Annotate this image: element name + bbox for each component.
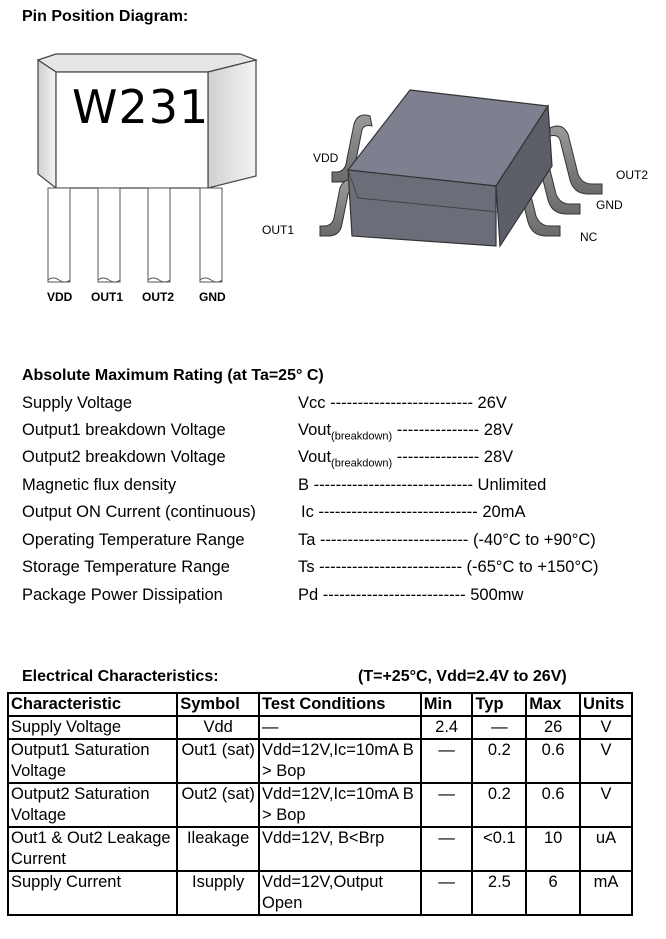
cell-units: V [580,783,632,827]
to92-pin-out2: OUT2 [142,290,175,304]
cell-conditions: — [259,716,421,739]
rating-symbol-subscript: (breakdown) [331,430,393,443]
cell-symbol: Isupply [177,871,259,915]
cell-units: uA [580,827,632,871]
col-header: Characteristic [8,693,177,716]
smd-pin-vdd: VDD [313,151,339,165]
col-header: Symbol [177,693,259,716]
cell-max: 10 [526,827,580,871]
rating-symbol: Ts [298,558,315,576]
table-header-row [8,693,632,716]
col-header: Max [526,693,580,716]
cell-conditions: Vdd=12V, B<Brp [259,827,421,871]
cell-characteristic: Supply Current [8,871,177,915]
cell-units: mA [580,871,632,915]
rating-symbol: B [298,476,310,494]
abs-max-title: Absolute Maximum Rating (at Ta=25° C) [22,367,324,384]
cell-symbol: Out1 (sat) [177,739,259,783]
rating-name: Storage Temperature Range [22,558,230,576]
rating-symbol: Vcc [298,394,326,412]
smd-pin-nc: NC [580,230,598,244]
cell-conditions: Vdd=12V,Ic=10mA B > Bop [259,739,421,783]
cell-typ: 0.2 [472,739,526,783]
rating-symbol: Pd [298,586,319,604]
smd-pin-out1: OUT1 [262,223,295,237]
col-header: Units [580,693,632,716]
smd-pin-gnd: GND [596,198,623,212]
rating-value: 26V [477,394,507,412]
rating-symbol: Ta [298,531,316,549]
cell-typ: 2.5 [472,871,526,915]
electrical-table [7,692,633,916]
cell-characteristic: Output1 Saturation Voltage [8,739,177,783]
package-marking: W231 [72,80,210,134]
rating-name: Output1 breakdown Voltage [22,421,226,439]
col-header: Test Conditions [259,693,421,716]
to92-pin-gnd: GND [199,290,226,304]
cell-max: 0.6 [526,783,580,827]
cell-characteristic: Output2 Saturation Voltage [8,783,177,827]
col-header: Typ [472,693,526,716]
rating-name: Package Power Dissipation [22,586,223,604]
cell-characteristic: Supply Voltage [8,716,177,739]
cell-conditions: Vdd=12V,Output Open [259,871,421,915]
rating-name: Output ON Current (continuous) [22,503,256,521]
cell-typ: — [472,716,526,739]
electrical-conditions: (T=+25°C, Vdd=2.4V to 26V) [358,668,567,685]
cell-min: — [421,739,473,783]
cell-max: 0.6 [526,739,580,783]
pin-diagram-title: Pin Position Diagram: [22,8,189,25]
cell-characteristic: Out1 & Out2 Leakage Current [8,827,177,871]
electrical-title: Electrical Characteristics: [22,668,219,685]
cell-symbol: Out2 (sat) [177,783,259,827]
rating-value: (-65°C to +150°C) [466,558,599,576]
table-row [8,871,632,915]
table-row [8,739,632,783]
cell-min: — [421,871,473,915]
col-header: Min [421,693,473,716]
rating-symbol: Vout [298,448,332,466]
to92-pin-out1: OUT1 [91,290,124,304]
cell-min: 2.4 [421,716,473,739]
rating-name: Magnetic flux density [22,476,177,494]
rating-symbol: Ic [301,503,314,521]
rating-value: 28V [483,448,514,466]
rating-name: Supply Voltage [22,394,133,412]
cell-min: — [421,827,473,871]
smd-pin-out2: OUT2 [616,168,649,182]
table-row [8,827,632,871]
rating-symbol-subscript: (breakdown) [331,457,393,470]
cell-typ: <0.1 [472,827,526,871]
rating-value: (-40°C to +90°C) [472,531,596,549]
rating-value: 28V [483,421,514,439]
table-row [8,716,632,739]
rating-value: 20mA [482,503,526,521]
smd-package-drawing [300,86,610,256]
rating-value: Unlimited [477,476,547,494]
table-row [8,783,632,827]
cell-symbol: Vdd [177,716,259,739]
cell-units: V [580,716,632,739]
cell-typ: 0.2 [472,783,526,827]
cell-max: 26 [526,716,580,739]
rating-name: Output2 breakdown Voltage [22,448,226,466]
cell-min: — [421,783,473,827]
cell-symbol: Ileakage [177,827,259,871]
rating-value: 500mw [470,586,524,604]
cell-units: V [580,739,632,783]
to92-pin-vdd: VDD [47,290,73,304]
rating-symbol: Vout [298,421,332,439]
rating-name: Operating Temperature Range [22,531,245,549]
cell-conditions: Vdd=12V,Ic=10mA B > Bop [259,783,421,827]
cell-max: 6 [526,871,580,915]
